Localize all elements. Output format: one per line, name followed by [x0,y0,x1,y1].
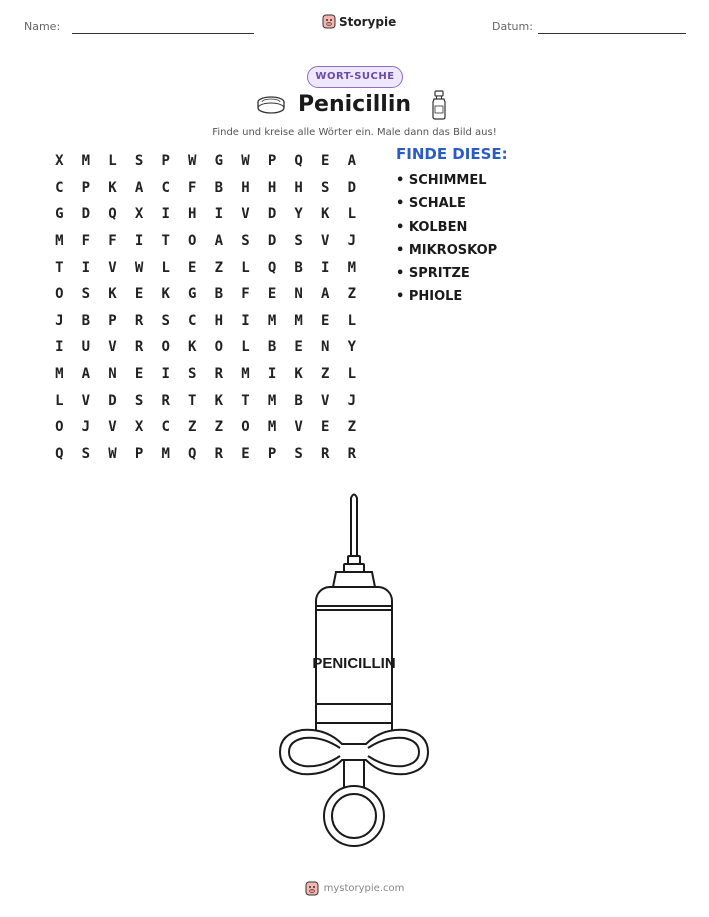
grid-letter[interactable]: K [188,339,197,356]
word-item: • SPRITZE [396,266,470,282]
grid-letter[interactable]: T [188,392,197,409]
grid-letter[interactable]: H [214,312,224,329]
grid-letter[interactable]: H [188,206,197,223]
grid-letter[interactable]: P [161,153,170,170]
grid-row [46,228,365,255]
grid-letter[interactable]: W [108,445,117,462]
grid-letter[interactable]: S [134,392,144,409]
grid-letter[interactable]: S [294,445,303,462]
vial-icon [430,90,448,120]
grid-letter[interactable]: M [347,259,357,276]
grid-letter[interactable]: X [55,153,64,170]
grid-letter[interactable]: R [134,339,144,356]
grid-letter[interactable]: R [321,445,330,462]
grid-row [46,387,365,414]
grid-letter[interactable]: L [347,312,357,329]
grid-letter[interactable]: F [241,286,250,303]
grid-letter[interactable]: I [81,259,91,276]
grid-row [46,308,365,335]
grid-letter[interactable]: M [267,392,277,409]
grid-letter[interactable]: N [294,286,303,303]
grid-letter[interactable]: V [108,259,117,276]
grid-letter[interactable]: L [55,392,64,409]
grid-letter[interactable]: K [108,179,117,196]
grid-letter[interactable]: P [81,179,91,196]
grid-letter[interactable]: L [241,339,250,356]
grid-letter[interactable]: H [241,179,250,196]
grid-letter[interactable]: T [55,259,64,276]
grid-letter[interactable]: L [347,366,357,383]
grid-letter[interactable]: Y [347,339,357,356]
grid-letter[interactable]: I [55,339,64,356]
grid-letter[interactable]: N [108,366,117,383]
grid-letter[interactable]: M [55,366,64,383]
word-item: • SCHALE [396,196,466,212]
grid-letter[interactable]: R [214,366,224,383]
grid-letter[interactable]: P [267,445,277,462]
grid-letter[interactable]: O [241,419,250,436]
pig-mascot-icon [305,881,319,896]
grid-letter[interactable]: L [161,259,170,276]
grid-row [46,254,365,281]
grid-letter[interactable]: R [214,445,224,462]
grid-letter[interactable]: K [214,392,224,409]
grid-letter[interactable]: E [321,153,330,170]
grid-letter[interactable]: B [294,392,303,409]
grid-letter[interactable]: B [294,259,303,276]
grid-letter[interactable]: Q [55,445,64,462]
date-line[interactable] [538,33,686,34]
grid-letter[interactable]: A [214,233,224,250]
grid-letter[interactable]: K [321,206,330,223]
grid-letter[interactable]: M [267,419,277,436]
grid-letter[interactable]: D [108,392,117,409]
grid-letter[interactable]: K [108,286,117,303]
grid-letter[interactable]: U [81,339,91,356]
grid-letter[interactable]: T [161,233,170,250]
grid-row [46,361,365,388]
date-label: Datum: [492,20,533,33]
grid-letter[interactable]: G [55,206,64,223]
word-search-badge: WORT-SUCHE [307,66,403,88]
grid-letter[interactable]: V [241,206,250,223]
grid-letter[interactable]: M [241,366,250,383]
grid-letter[interactable]: F [108,233,117,250]
grid-letter[interactable]: I [161,206,170,223]
grid-letter[interactable]: I [134,233,144,250]
word-item: • MIKROSKOP [396,242,498,258]
grid-letter[interactable]: J [347,392,357,409]
grid-letter[interactable]: O [55,419,64,436]
grid-letter[interactable]: C [188,312,197,329]
grid-letter[interactable]: E [134,286,144,303]
grid-letter[interactable]: A [321,286,330,303]
grid-letter[interactable]: S [81,445,91,462]
grid-row [46,201,365,228]
syringe-illustration [270,490,440,855]
word-item: • KOLBEN [396,219,468,235]
syringe-label: PENICILLIN [312,655,396,672]
grid-row [46,441,365,468]
word-list-title: FINDE DIESE: [396,145,508,163]
grid-letter[interactable]: E [321,419,330,436]
grid-letter[interactable]: B [214,286,224,303]
grid-letter[interactable]: S [161,312,170,329]
grid-letter[interactable]: F [188,179,197,196]
grid-letter[interactable]: E [294,339,303,356]
grid-letter[interactable]: V [321,233,330,250]
grid-letter[interactable]: C [161,419,170,436]
grid-letter[interactable]: H [267,179,277,196]
grid-letter[interactable]: Z [321,366,330,383]
grid-letter[interactable]: G [188,286,197,303]
grid-letter[interactable]: J [55,312,64,329]
grid-letter[interactable]: D [347,179,357,196]
grid-letter[interactable]: W [134,259,144,276]
grid-letter[interactable]: C [55,179,64,196]
grid-letter[interactable]: N [321,339,330,356]
grid-letter[interactable]: Z [214,419,224,436]
grid-letter[interactable]: X [134,206,144,223]
grid-letter[interactable]: I [241,312,250,329]
grid-letter[interactable]: F [81,233,91,250]
grid-letter[interactable]: J [81,419,91,436]
grid-letter[interactable]: Z [188,419,197,436]
brand-logo [322,14,396,29]
grid-letter[interactable]: O [214,339,224,356]
grid-letter[interactable]: A [347,153,357,170]
grid-letter[interactable]: E [321,312,330,329]
page-title: Penicillin [297,92,412,117]
grid-letter[interactable]: Q [188,445,197,462]
grid-letter[interactable]: E [134,366,144,383]
grid-letter[interactable]: X [134,419,144,436]
grid-letter[interactable]: P [134,445,144,462]
grid-letter[interactable]: Z [347,419,357,436]
grid-letter[interactable]: E [241,445,250,462]
word-item: • SCHIMMEL [396,173,487,188]
grid-letter[interactable]: T [241,392,250,409]
grid-letter[interactable]: Z [347,286,357,303]
grid-letter[interactable]: Q [294,153,303,170]
grid-row [46,175,365,202]
grid-letter[interactable]: Q [267,259,277,276]
grid-letter[interactable]: P [108,312,117,329]
footer [0,881,709,896]
grid-letter[interactable]: I [321,259,330,276]
grid-letter[interactable]: S [134,153,144,170]
grid-letter[interactable]: Z [214,259,224,276]
grid-letter[interactable]: I [161,366,170,383]
word-item: • PHIOLE [396,289,463,305]
grid-letter[interactable]: K [161,286,170,303]
grid-letter[interactable]: B [214,179,224,196]
grid-letter[interactable]: A [81,366,91,383]
grid-letter[interactable]: A [134,179,144,196]
grid-letter[interactable]: O [55,286,64,303]
grid-letter[interactable]: M [267,312,277,329]
grid-letter[interactable]: V [321,392,330,409]
grid-letter[interactable]: I [267,366,277,383]
grid-letter[interactable]: B [81,312,91,329]
grid-letter[interactable]: M [55,233,64,250]
grid-letter[interactable]: S [188,366,197,383]
grid-letter[interactable]: L [108,153,117,170]
grid-letter[interactable]: Y [294,206,303,223]
grid-letter[interactable]: J [347,233,357,250]
grid-letter[interactable]: V [294,419,303,436]
footer-url[interactable]: mystorypie.com [323,883,405,894]
grid-letter[interactable]: M [161,445,170,462]
pig-mascot-icon [322,14,336,29]
grid-row [46,281,365,308]
grid-letter[interactable]: K [294,366,303,383]
grid-letter[interactable]: I [214,206,224,223]
grid-letter[interactable]: M [81,153,91,170]
grid-letter[interactable]: M [294,312,303,329]
name-label: Name: [24,20,61,33]
grid-letter[interactable]: E [188,259,197,276]
grid-letter[interactable]: Q [108,206,117,223]
grid-letter[interactable]: R [347,445,357,462]
grid-letter[interactable]: E [267,286,277,303]
grid-row [46,334,365,361]
grid-letter[interactable]: V [108,339,117,356]
grid-letter[interactable]: V [108,419,117,436]
grid-letter[interactable]: S [81,286,91,303]
grid-letter[interactable]: H [294,179,303,196]
grid-letter[interactable]: D [267,206,277,223]
grid-letter[interactable]: R [134,312,144,329]
grid-row [46,148,365,175]
grid-letter[interactable]: C [161,179,170,196]
grid-letter[interactable]: W [188,153,197,170]
grid-letter[interactable]: D [81,206,91,223]
word-search-grid [46,148,365,467]
brand-name: Storypie [339,14,397,29]
name-line[interactable] [72,33,254,34]
grid-row [46,414,365,441]
grid-letter[interactable]: G [214,153,224,170]
grid-letter[interactable]: D [267,233,277,250]
grid-letter[interactable]: S [241,233,250,250]
grid-letter[interactable]: R [161,392,170,409]
grid-letter[interactable]: S [321,179,330,196]
grid-letter[interactable]: V [81,392,91,409]
grid-letter[interactable]: L [347,206,357,223]
grid-letter[interactable]: B [267,339,277,356]
grid-letter[interactable]: O [161,339,170,356]
grid-letter[interactable]: L [241,259,250,276]
instructions: Finde und kreise alle Wörter ein. Male dann das Bild aus! [212,127,497,138]
grid-letter[interactable]: S [294,233,303,250]
grid-letter[interactable]: P [267,153,277,170]
grid-letter[interactable]: W [241,153,250,170]
grid-letter[interactable]: O [188,233,197,250]
word-list [396,172,497,312]
